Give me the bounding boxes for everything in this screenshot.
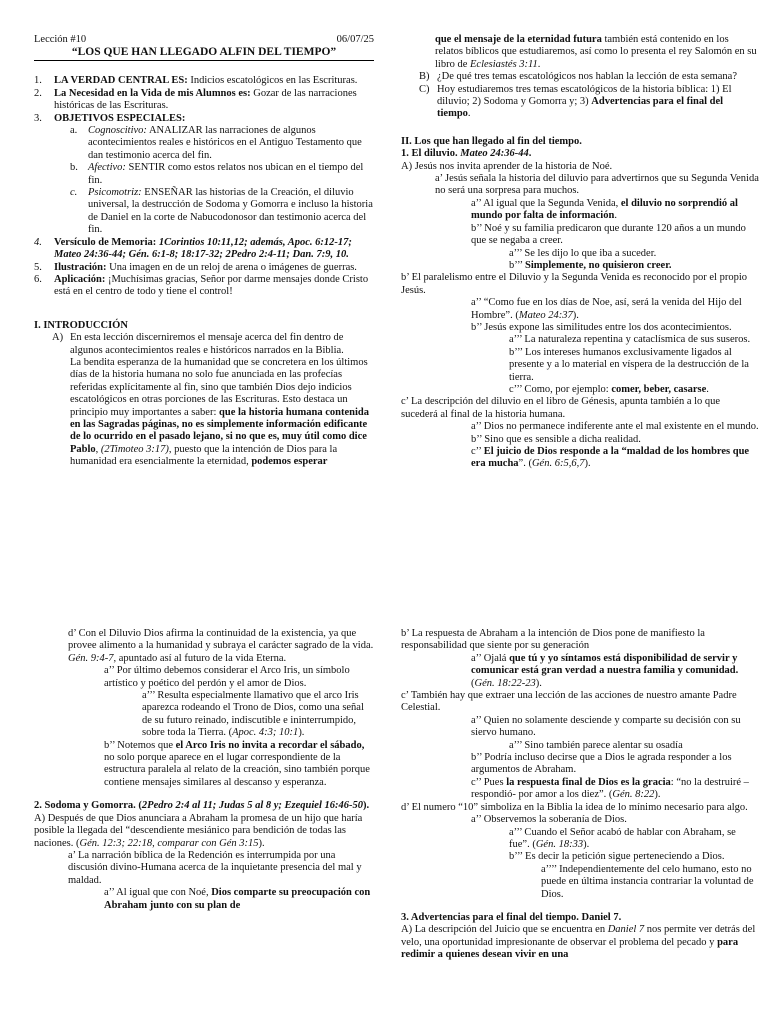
point-d2a2: b’’’ Es decir la petición sigue perteneciendo a Dios. [509,851,725,863]
point-a2: a’ La narración bíblica de la Redención es interrumpida por una discusión divino-Humana acerca de la inquietante presencia del mal y maldad. [68,849,362,886]
column-right-top [401,34,759,471]
intro-A-continued: que el mensaje de la eternidad futura también está contenido en los relatos bíblicos que estudiaremos, así como lo presenta el rey Salomón en su libro de Eclesiastés 3:11. [435,34,757,70]
lesson-number: Lección #10 [34,34,87,45]
point-d2a1: a’’’ Cuando el Señor acabó de hablar con Abraham, se fue”. (Gén. 18:33). [509,826,736,850]
subsection-diluvio: 1. El diluvio. Mateo 24:36-44. [401,148,532,160]
point-d2a: a’’ Observemos la soberanía de Dios. [471,814,627,826]
point-d1a1: a’’’ Resulta especialmente llamativo que el arco Iris aparezca rodeando el Trono de Dios, como una señal de su futuro reinado, indiscutible e ininterrumpido, sobre toda la Tierra. (Apoc. 4:3; 10:1). [142,690,364,739]
point-d1: d’ Con el Diluvio Dios afirma la continuidad de la existencia, ya que provee alimento a la humanidad y subraya el carácter sagrado de la vida. Gén. 9:4-7, apuntado así al futuro de la vida Eterna. [68,628,374,664]
lesson-title: “LOS QUE HAN LLEGADO ALFIN DEL TIEMPO” [34,46,374,61]
point-A2: A) Después de que Dios anunciara a Abraham la promesa de un hijo que haría posible la llegada del “descendiente mesiánico para bendición de todas las naciones. (Gén. 12:3; 22:18, comparar con Gén 3:15). [34,812,363,849]
point-b1b2: b’’’ Los intereses humanos exclusivamente ligados al presente y a lo material en víspera de la destrucción de la tierra. [509,346,749,383]
outline-item-3: 3. OBJETIVOS ESPECIALES: [34,112,186,124]
section-heading-2: II. Los que han llegado al fin del tiempo. [401,135,582,147]
point-d1b: b’’ Notemos que el Arco Iris no invita a recordar el sábado, no solo porque aparece en el lugar correspondiente de la estructura paralela al relato de la creación, sino también porque contiene mensajes similares al descanso y esperanza. [104,739,370,788]
point-b2a: a’’ Ojalá que tú y yo síntamos está disponibilidad de servir y comunicar está gran verdad a nuestra familia y comunidad. (Gén. 18:22-23). [471,652,739,689]
point-c1c: c’’ El juicio de Dios responde a la “maldad de los hombres que era mucha”. (Gén. 6:5,6,7). [471,446,750,470]
point-A3: A) La descripción del Juicio que se encuentra en Daniel 7 nos permite ver detrás del velo, una oportunidad impresionante de observar el problema del pecado y para redimir a quienes desean vivir en una [401,924,756,961]
point-c2b: b’’ Podría incluso decirse que a Dios le agrada responder a los argumentos de Abraham. [471,752,732,776]
point-d1a: a’’ Por último debemos considerar el Arco Iris, un símbolo artístico y poético del perdón y el amor de Dios. [104,665,350,689]
outline-item-1: 1. LA VERDAD CENTRAL ES: Indicios escatológicos en las Escrituras. [34,75,358,87]
point-a1b2: b’’’ Simplemente, no quisieron creer. [509,259,672,271]
point-a1b1: a’’’ Se les dijo lo que iba a suceder. [509,247,657,259]
section-heading-intro: I. INTRODUCCIÓN [34,319,128,331]
objective-c: c. Psicomotriz: ENSEÑAR las historias de la Creación, el diluvio universal, la destrucción de Sodoma y Gomorra e incluso la historia de Daniel en la corte de Nabucodonosor dan testimonio acerca del fin. [70,187,373,236]
point-b1b3: c’’’ Como, por ejemplo: comer, beber, casarse. [509,383,709,395]
point-A: A) Jesús nos invita aprender de la historia de Noé. [401,160,613,172]
objective-b: b. Afectivo: SENTIR como estos relatos nos ubican en el tiempo del fin. [70,162,364,186]
point-c2c: c’’ Pues la respuesta final de Dios es la gracia: “no la destruiré – respondió- por amor a los diez”. (Gén. 8:22). [471,776,749,801]
column-left-bottom [34,628,374,912]
outline-item-2: 2. La Necesidad en la Vida de mis Alumnos es: Gozar de las narraciones históricas de las Escrituras. [34,87,357,112]
point-c1b: b’’ Sino que es sensible a dicha realidad. [471,433,641,445]
point-c1a: a’’ Dios no permanece indiferente ante el mal existente en el mundo. [471,421,759,433]
objective-a: a. Cognoscitivo: ANALIZAR las narraciones de algunos acontecimientos reales e históricos en el Antiguo Testamento que dan testimonio acerca del fin. [70,125,362,161]
subsection-advertencias: 3. Advertencias para el final del tiempo. Daniel 7. [401,911,622,923]
subsection-sodoma: 2. Sodoma y Gomorra. (2Pedro 2:4 al 11; Judas 5 al 8 y; Ezequiel 16:46-50). [34,800,370,812]
point-d2: d’ El numero “10” simboliza en la Biblia la idea de lo mínimo necesario para algo. [401,801,748,813]
point-a1: a’ Jesús señala la historia del diluvio para advertirnos que su Segunda Venida no será una sorpresa para muchos. [435,173,759,197]
lesson-date: 06/07/25 [336,34,374,45]
point-c2a: a’’ Quien no solamente desciende y comparte su decisión con su siervo humano. [471,714,741,739]
intro-C: C) Hoy estudiaremos tres temas escatológicos de la historia bíblica: 1) El diluvio; 2) Sodoma y Gomorra y; 3) Advertencias para el final del tiempo. [419,83,732,120]
outline-item-5: 5. Ilustración: Una imagen en de un reloj de arena o imágenes de guerras. [34,261,357,273]
point-c2a1: a’’’ Sino también parece alentar su osadía [509,739,683,751]
point-d2a2a: a’’’’ Independientemente del celo humano, esto no puede en última instancia contrariar la voluntad de Dios. [541,863,754,900]
point-b1b1: a’’’ La naturaleza repentina y cataclísmica de sus suseros. [509,334,751,346]
intro-B: B) ¿De qué tres temas escatológicos nos hablan la lección de esta semana? [419,71,738,83]
lesson-header [34,34,374,46]
point-a2a: a’’ Al igual que con Noé, Dios comparte su preocupación con Abraham junto con su plan de [104,887,371,911]
intro-A: A) En esta lección discerniremos el mensaje acerca del fin dentro de algunos acontecimientos reales e históricos narrados en la Biblia. La bendita esperanza de la humanidad que se concretera en los últimos días de la historia humana no solo fue anunciada en las profecías referidas explícitamente al fin, sino que también Dios dejo indicios escatológicos en otras porciones de las Escrituras. Esto destaca un principio muy importantes a saber: que la historia humana contenida en las Sagradas páginas, no es simplemente información edificante de lo ocurrido en el pasado lejano, si no que es, muy útil como dice Pablo, (2Timoteo 3:17), puesto que la intención de Dios para la humanidad era esencialmente la eternidad, podemos esperar [52,332,369,468]
column-left-top [34,34,374,469]
outline-item-6: 6. Aplicación: ¡Muchísimas gracias, Señor por darme mensajes donde Cristo está en el centro de todo y tiene el control! [34,273,369,298]
point-b2: b’ La respuesta de Abraham a la intención de Dios pone de manifiesto la responsabilidad que siente por su generación [401,628,705,652]
point-a1b: b’’ Noé y su familia predicaron que durante 120 años a un mundo que se negaba a creer. [471,222,746,247]
point-b1a: a’’ “Como fue en los días de Noe, así, será la venida del Hijo del Hombre”. (Mateo 24:37). [471,297,742,321]
outline-item-4: 4. Versículo de Memoria: 1Corintios 10:11,12; además, Apoc. 6:12-17; Mateo 24:36-44; Gén. 6:1-8; 18:17-32; 2Pedro 2:4-11; Dan. 7:9, 10. [34,236,352,261]
point-c1: c’ La descripción del diluvio en el libro de Génesis, apunta también a lo que sucederá al final de la historia humana. [401,396,721,420]
point-b1b: b’’ Jesús expone las similitudes entre los dos acontecimientos. [471,321,732,333]
column-right-bottom [401,628,759,962]
point-a1a: a’’ Al igual que la Segunda Venida, el diluvio no sorprendió al mundo por falta de información. [471,197,738,222]
point-b1: b’ El paralelismo entre el Diluvio y la Segunda Venida es reconocido por el propio Jesús. [401,272,748,296]
point-c2: c’ También hay que extraer una lección de las acciones de nuestro amante Padre Celestial. [401,690,737,714]
